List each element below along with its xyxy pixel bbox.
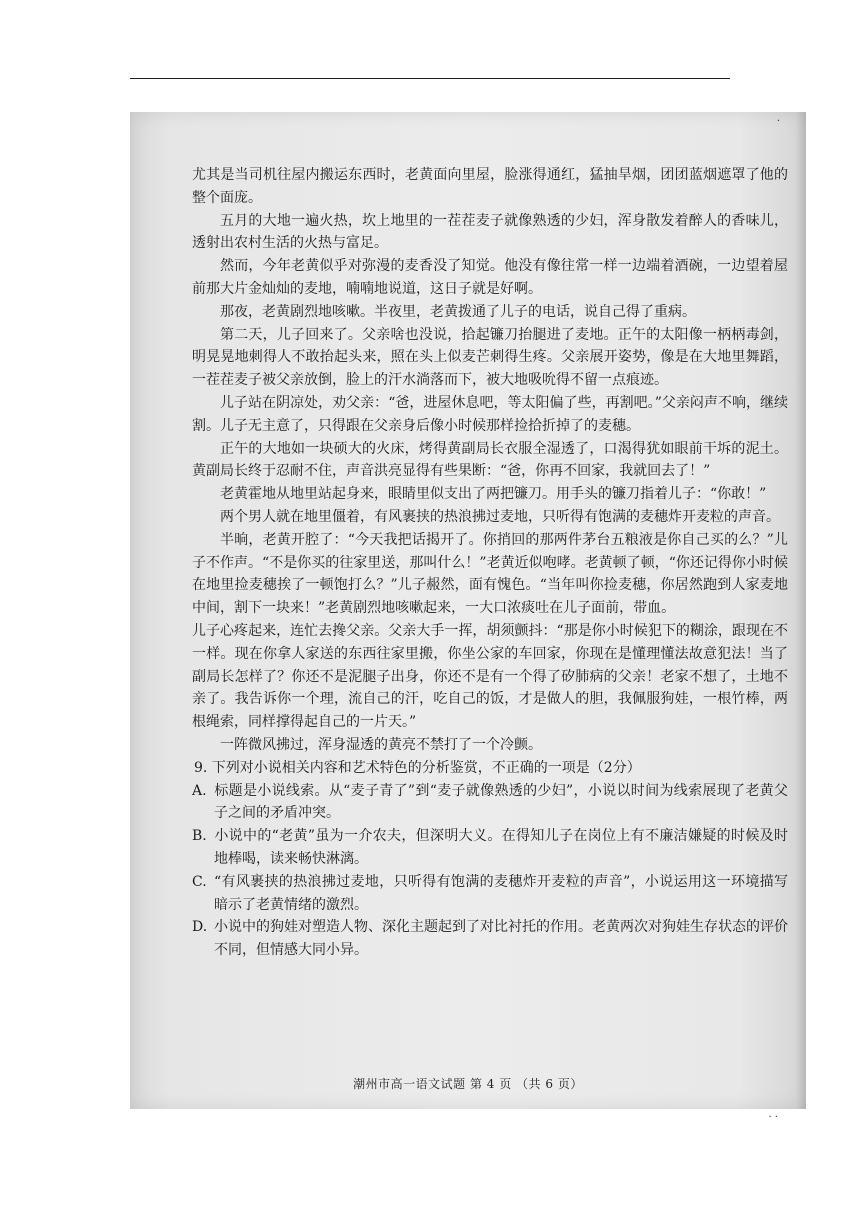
option-d bbox=[192, 916, 788, 962]
story-paragraph: 正午的大地如一块硕大的火床，烤得黄副局长衣服全湿透了，口渴得犹如眼前干坼的泥土。黄副局长终于忍耐不住，声音洪亮显得有些果断：“爸，你再不回家，我就回去了！” bbox=[192, 440, 788, 480]
option-c bbox=[192, 871, 788, 917]
option-a bbox=[192, 780, 788, 826]
story-paragraph: 儿子心疼起来，连忙去搀父亲。父亲大手一挥，胡须颤抖：“那是你小时候犯下的糊涂，跟现在不一样。现在你拿人家送的东西往家里搬，你坐公家的车回家，你现在是懂理懂法故意犯法！当了副局长怎样了？你还不是泥腿子出身，你还不是有一个得了矽肺病的父亲！老家不想了，土地不亲了。我告诉你一个理，流自己的汗，吃自己的饭，才是做人的胆，我佩服狗娃，一根竹棒，两根绳索，同样撑得起自己的一片天。” bbox=[192, 622, 788, 731]
story-paragraph: 五月的大地一遍火热，坎上地里的一茬茬麦子就像熟透的少妇，浑身散发着醉人的香味儿，透射出农村生活的火热与富足。 bbox=[192, 212, 788, 252]
option-label: B. bbox=[192, 828, 207, 845]
scan-speck: · bbox=[776, 116, 780, 127]
story-text bbox=[192, 164, 788, 757]
question-9 bbox=[192, 757, 788, 962]
question-stem: 9. 下列对小说相关内容和艺术特色的分析鉴赏，不正确的一项是（2分） bbox=[194, 759, 641, 776]
option-text: “有风裹挟的热浪拂过麦地，只听得有饱满的麦穗炸开麦粒的声音”，小说运用这一环境描写暗示了老黄情绪的激烈。 bbox=[214, 873, 788, 913]
option-text: 小说中的狗娃对塑造人物、深化主题起到了对比衬托的作用。老黄两次对狗娃生存状态的评价不同，但情感大同小异。 bbox=[214, 919, 788, 959]
option-label: D. bbox=[192, 919, 208, 936]
story-paragraph: 第二天，儿子回来了。父亲啥也没说，拾起镰刀抬腿进了麦地。正午的太阳像一柄柄毒剑，明晃晃地刺得人不敢抬起头来，照在头上似麦芒刺得生疼。父亲展开姿势，像是在大地里舞蹈，一茬茬麦子被父亲放倒，脸上的汗水淌落而下，被大地吸吮得不留一点痕迹。 bbox=[192, 326, 788, 389]
page-content bbox=[192, 164, 788, 962]
story-paragraph: 一阵微风拂过，浑身湿透的黄亮不禁打了一个冷颤。 bbox=[220, 736, 542, 753]
story-paragraph: 尤其是当司机往屋内搬运东西时，老黄面向里屋，脸涨得通红，猛抽旱烟，团团蓝烟遮罩了他的整个面庞。 bbox=[192, 167, 788, 206]
option-text: 标题是小说线索。从“麦子青了”到“麦子就像熟透的少妇”，小说以时间为线索展现了老黄父子之间的矛盾冲突。 bbox=[214, 782, 788, 822]
scanned-page bbox=[130, 112, 806, 1123]
story-paragraph: 老黄霍地从地里站起身来，眼睛里似支出了两把镰刀。用手头的镰刀指着儿子：“你敢！” bbox=[220, 486, 767, 503]
story-paragraph: 儿子站在阴凉处，劝父亲：“爸，进屋休息吧，等太阳偏了些，再割吧。”父亲闷声不响，继续割。儿子无主意了，只得跟在父亲身后像小时候那样捡拾折掉了的麦穗。 bbox=[192, 394, 788, 434]
story-paragraph: 半晌，老黄开腔了：“今天我把话揭开了。你捎回的那两件茅台五粮液是你自己买的么？”儿子不作声。“不是你买的往家里送，那叫什么！”老黄近似咆哮。老黄顿了顿，“你还记得你小时候在地里捡麦穗挨了一顿饱打么？”儿子赧然，面有愧色。“当年叫你捡麦穗，你居然跑到人家麦地中间，割下一块来！”老黄剧烈地咳嗽起来，一大口浓痰吐在儿子面前，带血。 bbox=[192, 531, 788, 617]
option-label: C. bbox=[192, 873, 207, 890]
page-footer: 潮州市高一语文试题 第 4 页 （共 6 页） bbox=[353, 1077, 583, 1091]
header-rule bbox=[130, 78, 730, 79]
option-text: 小说中的“老黄”虽为一介农夫，但深明大义。在得知儿子在岗位上有不廉洁嫌疑的时候及时地棒喝，读来畅快淋漓。 bbox=[214, 828, 788, 867]
scan-specks: · · bbox=[768, 1112, 778, 1123]
story-paragraph: 然而，今年老黄似乎对弥漫的麦香没了知觉。他没有像往常一样一边端着酒碗，一边望着屋前那大片金灿灿的麦地，喃喃地说道，这日子就是好啊。 bbox=[192, 258, 788, 297]
story-paragraph: 两个男人就在地里僵着，有风裹挟的热浪拂过麦地，只听得有饱满的麦穗炸开麦粒的声音。 bbox=[220, 508, 780, 525]
option-b bbox=[192, 825, 788, 871]
option-label: A. bbox=[192, 782, 207, 799]
story-paragraph: 那夜，老黄剧烈地咳嗽。半夜里，老黄拨通了儿子的电话，说自己得了重病。 bbox=[220, 303, 696, 320]
answer-options bbox=[192, 780, 788, 962]
page-edge-shadow bbox=[796, 112, 806, 1109]
